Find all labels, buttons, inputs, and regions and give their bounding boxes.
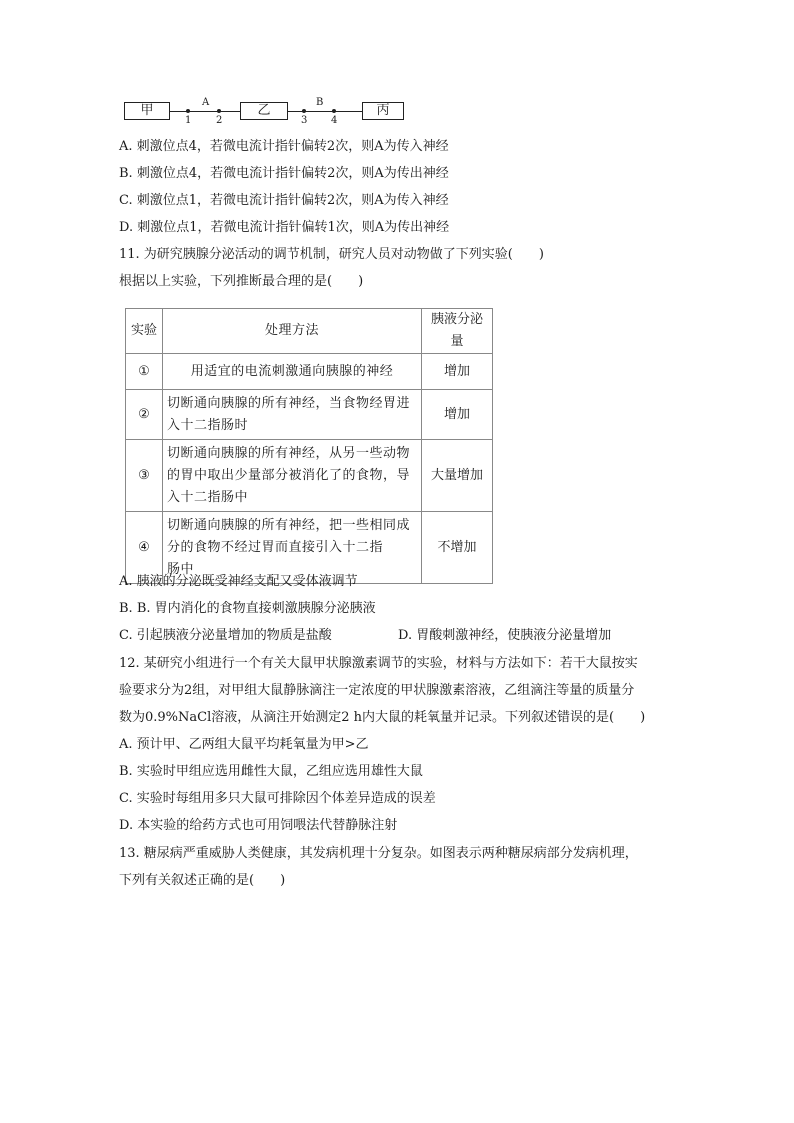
method-line: 的胃中取出少量部分被消化了的食物，导 (167, 467, 411, 483)
table-row (126, 354, 493, 390)
q11-option-a: A. 胰液的分泌既受神经支配又受体液调节 (119, 574, 358, 589)
q12-option-b: B. 实验时甲组应选用雌性大鼠，乙组应选用雄性大鼠 (119, 764, 423, 779)
q10-option-c: C. 刺激位点1，若微电流计指针偏转2次，则A为传入神经 (119, 193, 449, 208)
point-4-dot (332, 109, 336, 113)
table-header-row (126, 309, 493, 354)
label-b: B (316, 97, 324, 108)
row-method (163, 390, 422, 440)
header-method: 处理方法 (163, 309, 422, 354)
point-2-dot (217, 109, 221, 113)
wire-b (288, 111, 362, 112)
method-line: 入十二指肠中 (167, 489, 249, 505)
q10-option-d: D. 刺激位点1，若微电流计指针偏转1次，则A为传出神经 (119, 220, 450, 235)
q11-option-d: D. 胃酸刺激神经，使胰液分泌量增加 (398, 628, 612, 643)
row-result: 增加 (422, 390, 493, 440)
method-line: 用适宜的电流刺激通向胰腺的神经 (190, 363, 394, 379)
q12-stem-line: 数为0.9%NaCl溶液，从滴注开始测定2 h内大鼠的耗氧量并记录。下列叙述错误的是( ) (119, 710, 646, 725)
box-jia: 甲 (124, 102, 170, 120)
method-line: 切断通向胰腺的所有神经，从另一些动物 (167, 445, 411, 461)
method-line: 肠中 (167, 561, 195, 577)
q11-option-b: B. B. 胃内消化的食物直接刺激胰腺分泌胰液 (119, 601, 376, 616)
q12-option-c: C. 实验时每组用多只大鼠可排除因个体差异造成的误差 (119, 791, 436, 806)
row-id: ① (126, 354, 163, 390)
point-2-label: 2 (216, 115, 223, 126)
q12-option-a: A. 预计甲、乙两组大鼠平均耗氧量为甲>乙 (119, 737, 369, 752)
row-id: ④ (126, 512, 163, 584)
q12-stem-line: 12. 某研究小组进行一个有关大鼠甲状腺激素调节的实验，材料与方法如下：若干大鼠按实 (119, 656, 638, 671)
point-1-label: 1 (185, 115, 192, 126)
point-4-label: 4 (331, 115, 338, 126)
table-row (126, 390, 493, 440)
label-a: A (202, 97, 210, 108)
row-result: 不增加 (422, 512, 493, 584)
header-experiment: 实验 (126, 309, 163, 354)
experiment-table (125, 308, 493, 584)
method-line: 入十二指肠时 (167, 417, 249, 433)
method-line: 切断通向胰腺的所有神经，把一些相同成 (167, 517, 411, 533)
point-1-dot (186, 109, 190, 113)
q13-stem-line: 13. 糖尿病严重威胁人类健康，其发病机理十分复杂。如图表示两种糖尿病部分发病机理， (119, 846, 638, 861)
q11-stem: 11. 为研究胰腺分泌活动的调节机制，研究人员对动物做了下列实验( ) (119, 247, 544, 262)
method-line: 切断通向胰腺的所有神经，当食物经胃进 (167, 395, 411, 411)
point-3-label: 3 (301, 115, 308, 126)
q10-option-b: B. 刺激位点4，若微电流计指针偏转2次，则A为传出神经 (119, 166, 449, 181)
q13-stem-line: 下列有关叙述正确的是( ) (119, 873, 286, 888)
method-line: 分的食物不经过胃而直接引入十二指 (167, 539, 384, 555)
row-id: ② (126, 390, 163, 440)
box-yi: 乙 (240, 102, 288, 120)
row-method (163, 440, 422, 512)
row-result: 大量增加 (422, 440, 493, 512)
nerve-diagram (124, 98, 404, 128)
q11-option-c: C. 引起胰液分泌量增加的物质是盐酸 (119, 628, 332, 643)
box-bing: 丙 (362, 102, 404, 120)
q10-option-a: A. 刺激位点4，若微电流计指针偏转2次，则A为传入神经 (119, 139, 449, 154)
row-id: ③ (126, 440, 163, 512)
table-row (126, 440, 493, 512)
header-secretion: 胰液分泌量 (422, 309, 493, 354)
q11-sub-stem: 根据以上实验，下列推断最合理的是( ) (119, 274, 364, 289)
point-3-dot (302, 109, 306, 113)
row-result: 增加 (422, 354, 493, 390)
q12-stem-line: 验要求分为2组，对甲组大鼠静脉滴注一定浓度的甲状腺激素溶液，乙组滴注等量的质量分 (119, 683, 635, 698)
row-method (163, 354, 422, 390)
q12-option-d: D. 本实验的给药方式也可用饲喂法代替静脉注射 (119, 818, 398, 833)
